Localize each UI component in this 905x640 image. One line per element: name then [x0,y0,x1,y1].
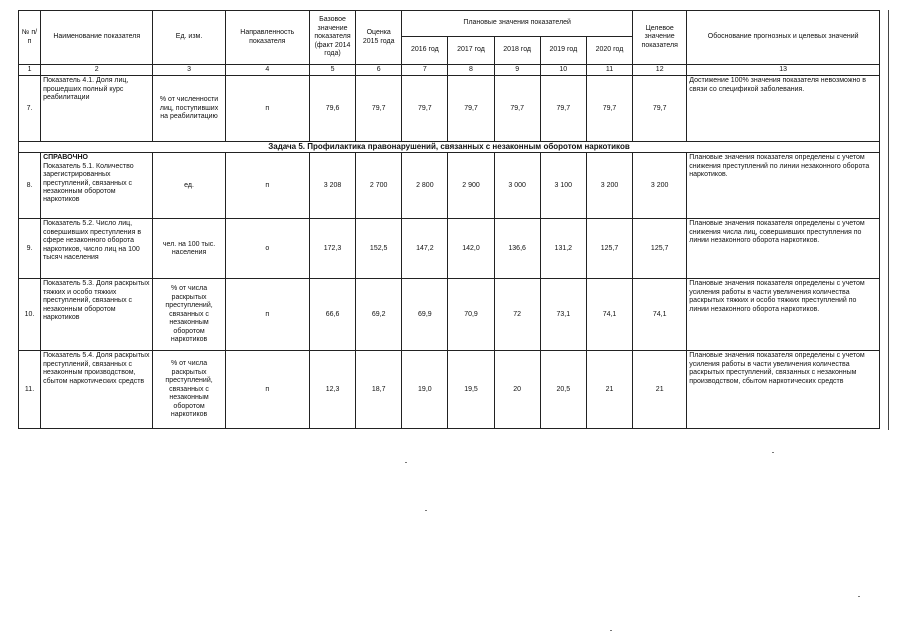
indicator-direction: п [225,279,309,351]
plan-value: 79,7 [448,76,494,142]
column-number: 3 [153,65,225,76]
indicator-direction: о [225,219,309,279]
table-row [19,279,880,351]
plan-value: 3 200 [586,153,632,219]
header-year: 2020 год [586,37,632,65]
row-num: 9. [19,219,41,279]
indicator-direction: п [225,76,309,142]
row-num: 10. [19,279,41,351]
indicator-name: Показатель 5.4. Доля раскрытых преступлений, связанных с незаконным производством, сбытом наркотических средств [41,351,153,429]
scan-speck [772,452,774,453]
plan-value: 69,9 [402,279,448,351]
scan-speck [858,596,860,597]
base-value: 66,6 [309,279,355,351]
indicator-direction: п [225,351,309,429]
plan-value: 19,5 [448,351,494,429]
plan-value: 3 000 [494,153,540,219]
header-planned: Плановые значения показателей [402,11,633,37]
header-year: 2018 год [494,37,540,65]
task-row [19,142,880,153]
indicator-unit: % от численности лиц, поступивших на реабилитацию [153,76,225,142]
scan-speck [610,630,612,631]
plan-value: 20,5 [540,351,586,429]
plan-value: 79,7 [402,76,448,142]
plan-value: 79,7 [586,76,632,142]
table-row [19,351,880,429]
justification: Плановые значения показателя определены с учетом усиления работы в части увеличения количества раскрытых тяжких и особо тяжких преступлений по линии незаконного оборота наркотиков. [687,279,880,351]
header-base: Базовое значение показателя (факт 2014 года) [309,11,355,65]
header-year: 2017 год [448,37,494,65]
table-row [19,76,880,142]
target-value: 125,7 [633,219,687,279]
column-number: 10 [540,65,586,76]
justification: Плановые значения показателя определены с учетом снижения числа лиц, совершивших преступления по линии незаконного оборота наркотиков. [687,219,880,279]
base-value: 79,6 [309,76,355,142]
plan-value: 21 [586,351,632,429]
row-num: 8. [19,153,41,219]
row-num: 7. [19,76,41,142]
scan-speck [425,510,427,511]
plan-value: 79,7 [540,76,586,142]
plan-value: 142,0 [448,219,494,279]
estimate-value: 79,7 [356,76,402,142]
target-value: 74,1 [633,279,687,351]
plan-value: 20 [494,351,540,429]
column-number: 12 [633,65,687,76]
plan-value: 136,6 [494,219,540,279]
plan-value: 131,2 [540,219,586,279]
header-direction: Направленность показателя [225,11,309,65]
table-row [19,153,880,219]
plan-value: 79,7 [494,76,540,142]
header-year: 2019 год [540,37,586,65]
justification: Плановые значения показателя определены с учетом усиления работы в части увеличения количества раскрытых преступлений, связанных с незаконным производством, сбытом наркотических средств [687,351,880,429]
indicators-table [18,10,880,429]
target-value: 79,7 [633,76,687,142]
plan-value: 73,1 [540,279,586,351]
indicator-direction: п [225,153,309,219]
indicator-unit: % от числа раскрытых преступлений, связанных с незаконным оборотом наркотиков [153,279,225,351]
indicator-unit: чел. на 100 тыс. населения [153,219,225,279]
plan-value: 147,2 [402,219,448,279]
indicator-name: Показатель 5.3. Доля раскрытых тяжких и особо тяжких преступлений, связанных с незаконным оборотом наркотиков [41,279,153,351]
indicator-unit: % от числа раскрытых преступлений, связанных с незаконным оборотом наркотиков [153,351,225,429]
reference-label: СПРАВОЧНО [43,154,89,162]
header-name: Наименование показателя [41,11,153,65]
column-number: 13 [687,65,880,76]
indicator-cell [41,153,153,219]
table-row [19,219,880,279]
estimate-value: 152,5 [356,219,402,279]
justification: Плановые значения показателя определены с учетом снижения преступлений по линии незаконного оборота наркотиков. [687,153,880,219]
header-unit: Ед. изм. [153,11,225,65]
indicator-name: Показатель 4.1. Доля лиц, прошедших полный курс реабилитации [41,76,153,142]
base-value: 12,3 [309,351,355,429]
plan-value: 70,9 [448,279,494,351]
target-value: 3 200 [633,153,687,219]
estimate-value: 18,7 [356,351,402,429]
task-title: Задача 5. Профилактика правонарушений, связанных с незаконным оборотом наркотиков [19,142,880,153]
indicator-name: Показатель 5.2. Число лиц, совершивших преступления в сфере незаконного оборота наркотиков, число лиц на 100 тысяч населения [41,219,153,279]
header-num: № п/п [19,11,41,65]
column-number: 11 [586,65,632,76]
indicator-unit: ед. [153,153,225,219]
header-justification: Обоснование прогнозных и целевых значений [687,11,880,65]
header-year: 2016 год [402,37,448,65]
plan-value: 3 100 [540,153,586,219]
document-page [18,10,880,429]
header-estimate: Оценка 2015 года [356,11,402,65]
plan-value: 2 900 [448,153,494,219]
justification: Достижение 100% значения показателя невозможно в связи со спецификой заболевания. [687,76,880,142]
plan-value: 72 [494,279,540,351]
base-value: 3 208 [309,153,355,219]
column-number: 2 [41,65,153,76]
base-value: 172,3 [309,219,355,279]
plan-value: 2 800 [402,153,448,219]
plan-value: 125,7 [586,219,632,279]
column-number: 7 [402,65,448,76]
column-number: 1 [19,65,41,76]
plan-value: 74,1 [586,279,632,351]
scan-edge-line [888,10,889,430]
target-value: 21 [633,351,687,429]
scan-speck [405,462,407,463]
column-number: 6 [356,65,402,76]
column-number: 9 [494,65,540,76]
header-target: Целевое значение показателя [633,11,687,65]
column-number: 5 [309,65,355,76]
column-number: 4 [225,65,309,76]
indicator-name: Показатель 5.1. Количество зарегистрированных преступлений, связанных с незаконным оборотом наркотиков [43,162,134,204]
estimate-value: 69,2 [356,279,402,351]
estimate-value: 2 700 [356,153,402,219]
plan-value: 19,0 [402,351,448,429]
row-num: 11. [19,351,41,429]
column-number: 8 [448,65,494,76]
